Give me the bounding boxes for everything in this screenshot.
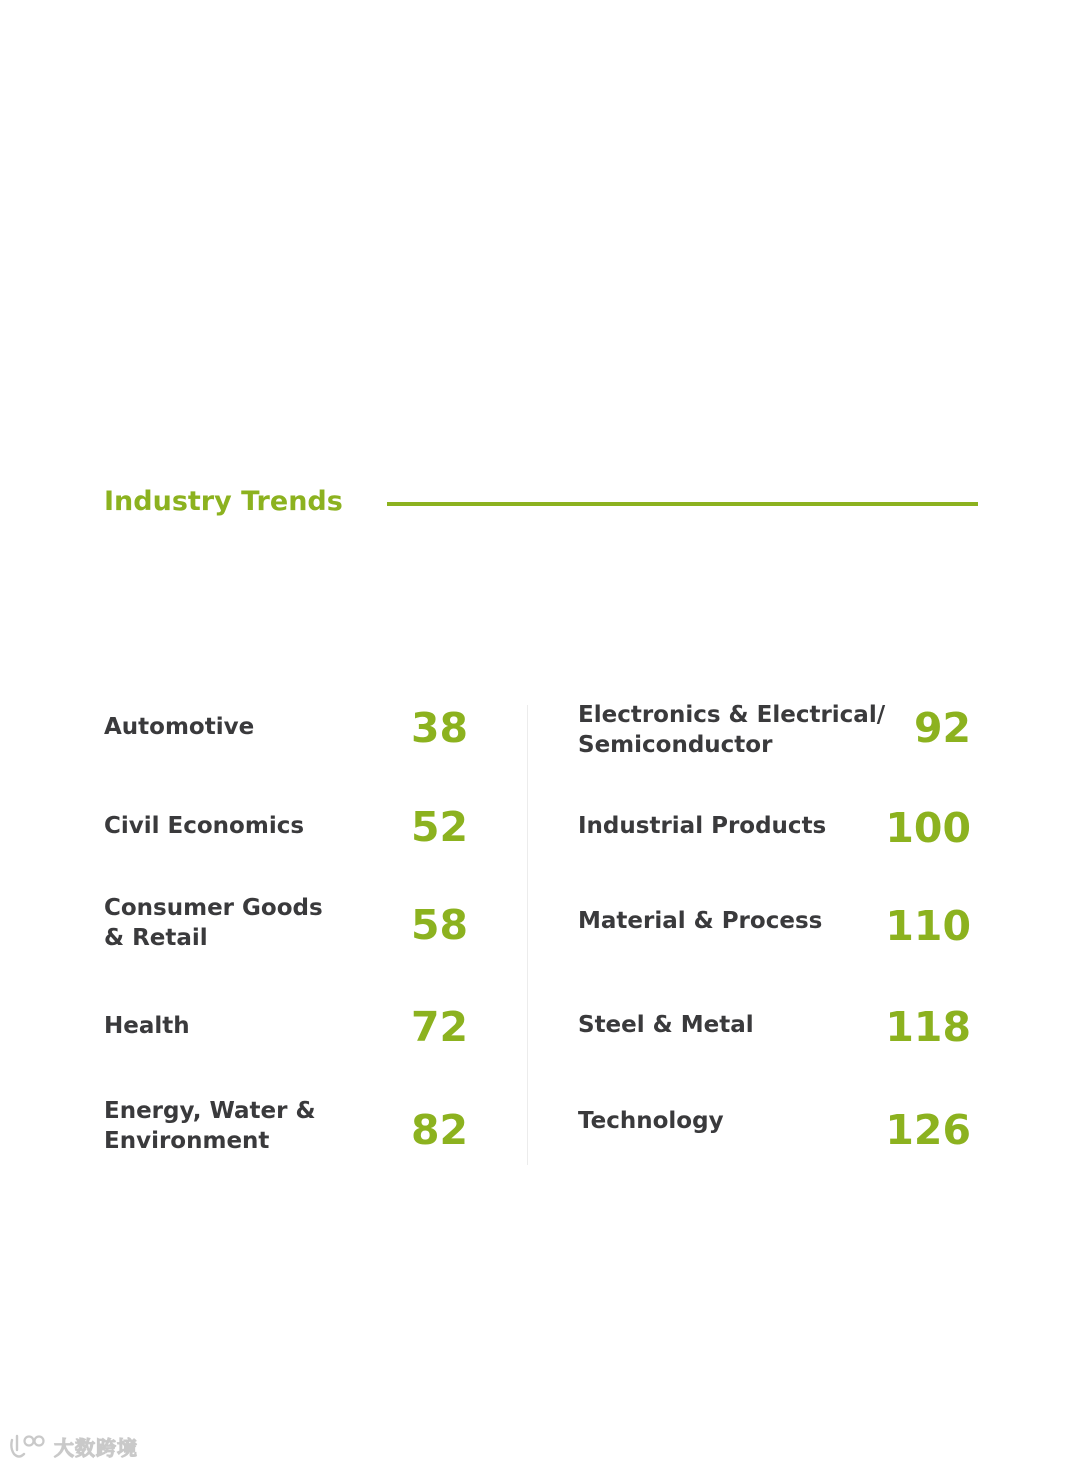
toc-entry-label: Steel & Metal: [578, 1012, 754, 1038]
toc-entry-civil-economics[interactable]: [104, 799, 468, 859]
toc-entry-page: 52: [410, 803, 468, 851]
section-rule: [387, 502, 978, 506]
section-title: Industry Trends: [104, 486, 343, 517]
toc-entry-health[interactable]: [104, 999, 468, 1059]
toc-entry-label: Technology: [578, 1108, 724, 1134]
toc-entry-steel-metal[interactable]: [578, 999, 971, 1059]
toc-entry-label: Consumer Goods & Retail: [104, 895, 323, 951]
watermark-logo-icon: [8, 1432, 48, 1460]
toc-entry-page: 72: [410, 1003, 468, 1051]
toc-entry-label: Automotive: [104, 714, 255, 740]
toc-entry-page: 110: [885, 902, 971, 950]
watermark-text: 大数跨境: [54, 1435, 138, 1460]
toc-entry-page: 100: [885, 804, 971, 852]
toc-entry-label: Industrial Products: [578, 813, 827, 839]
toc-entry-label: Civil Economics: [104, 813, 305, 839]
watermark: [8, 1430, 138, 1462]
toc-entry-consumer-goods[interactable]: [104, 893, 468, 959]
toc-entry-page: 58: [410, 901, 468, 949]
toc-entry-page: 38: [410, 704, 468, 752]
toc-entry-energy-water[interactable]: [104, 1096, 468, 1162]
toc-entry-label: Electronics & Electrical/ Semiconductor: [578, 702, 886, 758]
toc-entry-page: 82: [410, 1106, 468, 1154]
toc-entry-technology[interactable]: [578, 1094, 971, 1160]
column-divider: [527, 705, 528, 1165]
toc-entry-page: 118: [885, 1003, 971, 1051]
section-header: [104, 480, 978, 524]
toc-entry-automotive[interactable]: [104, 700, 468, 760]
toc-entry-label: Material & Process: [578, 908, 823, 934]
toc-entry-page: 92: [913, 704, 971, 752]
toc-entry-electronics[interactable]: [578, 700, 971, 766]
toc-entry-page: 126: [885, 1106, 971, 1154]
toc-entry-industrial-products[interactable]: [578, 799, 971, 859]
toc-entry-label: Health: [104, 1013, 190, 1039]
toc-entry-material-process[interactable]: [578, 894, 971, 954]
toc-entry-label: Energy, Water & Environment: [104, 1098, 316, 1154]
